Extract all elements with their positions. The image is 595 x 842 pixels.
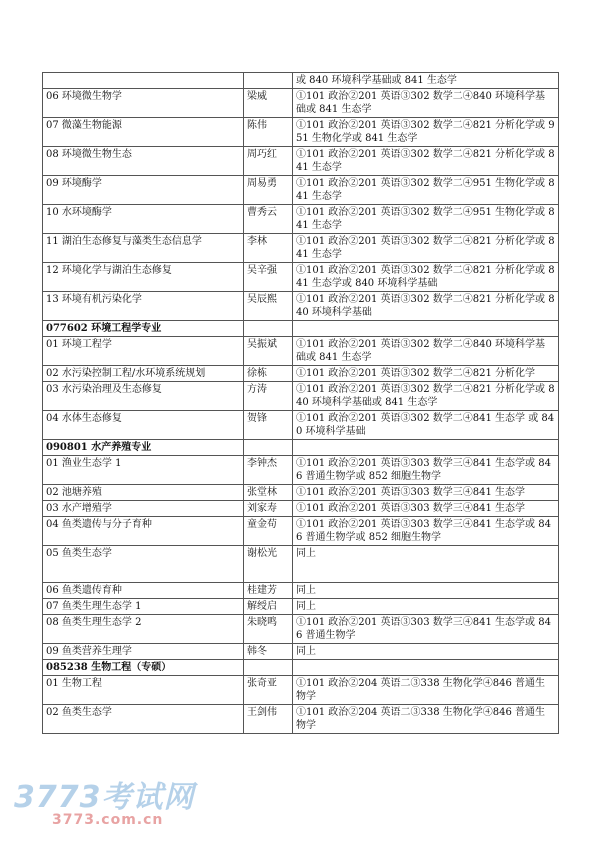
table-row: [43, 485, 559, 501]
table-row: [43, 205, 559, 234]
exam-subjects-cell: ①101 政治②204 英语二③338 生物化学④846 普通生物学: [293, 705, 559, 734]
exam-subjects-cell: 同上: [293, 583, 559, 599]
supervisor-cell: 李钟杰: [244, 456, 293, 485]
table-row: [43, 382, 559, 411]
supervisor-cell: 张奇亚: [244, 676, 293, 705]
table-row: [43, 147, 559, 176]
supervisor-cell: 曹秀云: [244, 205, 293, 234]
table-row: [43, 615, 559, 644]
direction-cell: 03 水污染治理及生态修复: [43, 382, 244, 411]
direction-cell: 01 渔业生态学 1: [43, 456, 244, 485]
exam-subjects-cell: ①101 政治②201 英语③302 数学二④821 分析化学或 841 生态学: [293, 234, 559, 263]
direction-cell: 09 鱼类营养生理学: [43, 644, 244, 660]
supervisor-cell: 韩冬: [244, 644, 293, 660]
supervisor-cell: 周易勇: [244, 176, 293, 205]
table-row: [43, 676, 559, 705]
exam-subjects-cell: ①101 政治②201 英语③302 数学二④821 分析化学或 841 生态学或 840 环境科学基础: [293, 263, 559, 292]
watermark: [14, 772, 214, 828]
exam-subjects-cell: ①101 政治②201 英语③303 数学三④841 生态学: [293, 501, 559, 517]
exam-subjects-cell: 或 840 环境科学基础或 841 生态学: [293, 73, 559, 89]
section-title-cell: 077602 环境工程学专业: [43, 321, 244, 337]
supervisor-cell: 桂建芳: [244, 583, 293, 599]
enrollment-table: [42, 72, 559, 734]
table-row: [43, 234, 559, 263]
direction-cell: 04 鱼类遗传与分子育种: [43, 517, 244, 546]
supervisor-cell: [244, 660, 293, 676]
supervisor-cell: 解绶启: [244, 599, 293, 615]
supervisor-cell: 张堂林: [244, 485, 293, 501]
supervisor-cell: [244, 321, 293, 337]
direction-cell: 02 水污染控制工程/水环境系统规划: [43, 366, 244, 382]
exam-subjects-cell: 同上: [293, 599, 559, 615]
exam-subjects-cell: ①101 政治②201 英语③303 数学三④841 生态学或 846 普通生物学或 852 细胞生物学: [293, 517, 559, 546]
supervisor-cell: 吴振斌: [244, 337, 293, 366]
direction-cell: 06 鱼类遗传育种: [43, 583, 244, 599]
exam-subjects-cell: ①101 政治②201 英语③302 数学二④821 分析化学或 840 环境科学基础: [293, 292, 559, 321]
exam-subjects-cell: ①101 政治②201 英语③302 数学二④840 环境科学基础或 841 生态学: [293, 89, 559, 118]
document-page: [42, 72, 558, 734]
supervisor-cell: 方涛: [244, 382, 293, 411]
direction-cell: 03 水产增殖学: [43, 501, 244, 517]
table-row: [43, 73, 559, 89]
table-row: [43, 599, 559, 615]
direction-cell: 08 环境微生物生态: [43, 147, 244, 176]
supervisor-cell: 陈伟: [244, 118, 293, 147]
exam-subjects-cell: ①101 政治②201 英语③302 数学二④821 分析化学或 840 环境科学基础或 841 生态学: [293, 382, 559, 411]
supervisor-cell: [244, 440, 293, 456]
direction-cell: 06 环境微生物学: [43, 89, 244, 118]
direction-cell: 07 鱼类生理生态学 1: [43, 599, 244, 615]
exam-subjects-cell: [293, 321, 559, 337]
direction-cell: [43, 73, 244, 89]
direction-cell: 04 水体生态修复: [43, 411, 244, 440]
table-row: [43, 583, 559, 599]
exam-subjects-cell: ①101 政治②201 英语③303 数学三④841 生态学: [293, 485, 559, 501]
exam-subjects-cell: ①101 政治②201 英语③303 数学三④841 生态学或 846 普通生物学: [293, 615, 559, 644]
supervisor-cell: 谢松光: [244, 546, 293, 583]
exam-subjects-cell: 同上: [293, 546, 559, 583]
supervisor-cell: 梁威: [244, 89, 293, 118]
direction-cell: 13 环境有机污染化学: [43, 292, 244, 321]
table-row: [43, 456, 559, 485]
supervisor-cell: 周巧红: [244, 147, 293, 176]
exam-subjects-cell: ①101 政治②201 英语③302 数学二④841 生态学 或 840 环境科学基础: [293, 411, 559, 440]
supervisor-cell: 刘家寿: [244, 501, 293, 517]
supervisor-cell: [244, 73, 293, 89]
direction-cell: 09 环境酶学: [43, 176, 244, 205]
direction-cell: 01 环境工程学: [43, 337, 244, 366]
exam-subjects-cell: ①101 政治②201 英语③303 数学三④841 生态学或 846 普通生物学或 852 细胞生物学: [293, 456, 559, 485]
table-row: [43, 501, 559, 517]
supervisor-cell: 吴辰熙: [244, 292, 293, 321]
table-row: [43, 176, 559, 205]
table-row: [43, 411, 559, 440]
section-header-row: [43, 321, 559, 337]
table-row: [43, 263, 559, 292]
supervisor-cell: 王剑伟: [244, 705, 293, 734]
watermark-url: 3773.com.cn: [52, 812, 164, 828]
table-row: [43, 705, 559, 734]
supervisor-cell: 李林: [244, 234, 293, 263]
direction-cell: 02 池塘养殖: [43, 485, 244, 501]
table-row: [43, 89, 559, 118]
section-title-cell: 090801 水产养殖专业: [43, 440, 244, 456]
direction-cell: 10 水环境酶学: [43, 205, 244, 234]
table-body: [43, 73, 559, 734]
direction-cell: 12 环境化学与湖泊生态修复: [43, 263, 244, 292]
direction-cell: 05 鱼类生态学: [43, 546, 244, 583]
exam-subjects-cell: ①101 政治②201 英语③302 数学二④951 生物化学或 841 生态学: [293, 205, 559, 234]
exam-subjects-cell: [293, 440, 559, 456]
direction-cell: 08 鱼类生理生态学 2: [43, 615, 244, 644]
table-row: [43, 118, 559, 147]
exam-subjects-cell: ①101 政治②201 英语③302 数学二④821 分析化学或 841 生态学: [293, 147, 559, 176]
section-header-row: [43, 440, 559, 456]
exam-subjects-cell: ①101 政治②201 英语③302 数学二④821 分析化学: [293, 366, 559, 382]
exam-subjects-cell: 同上: [293, 644, 559, 660]
supervisor-cell: 朱晓鸣: [244, 615, 293, 644]
section-title-cell: 085238 生物工程（专硕）: [43, 660, 244, 676]
direction-cell: 11 湖泊生态修复与藻类生态信息学: [43, 234, 244, 263]
exam-subjects-cell: ①101 政治②201 英语③302 数学二④951 生物化学或 841 生态学: [293, 176, 559, 205]
supervisor-cell: 徐栋: [244, 366, 293, 382]
exam-subjects-cell: [293, 660, 559, 676]
supervisor-cell: 童金苟: [244, 517, 293, 546]
section-header-row: [43, 660, 559, 676]
table-row: [43, 517, 559, 546]
supervisor-cell: 吴辛强: [244, 263, 293, 292]
table-row: [43, 546, 559, 583]
table-row: [43, 292, 559, 321]
watermark-logo: 3773考试网: [14, 780, 195, 815]
supervisor-cell: 贺锋: [244, 411, 293, 440]
exam-subjects-cell: ①101 政治②204 英语二③338 生物化学④846 普通生物学: [293, 676, 559, 705]
exam-subjects-cell: ①101 政治②201 英语③302 数学二④821 分析化学或 951 生物化学或 841 生态学: [293, 118, 559, 147]
exam-subjects-cell: ①101 政治②201 英语③302 数学二④840 环境科学基础或 841 生态学: [293, 337, 559, 366]
table-row: [43, 366, 559, 382]
table-row: [43, 337, 559, 366]
direction-cell: 02 鱼类生态学: [43, 705, 244, 734]
table-row: [43, 644, 559, 660]
direction-cell: 01 生物工程: [43, 676, 244, 705]
direction-cell: 07 微藻生物能源: [43, 118, 244, 147]
